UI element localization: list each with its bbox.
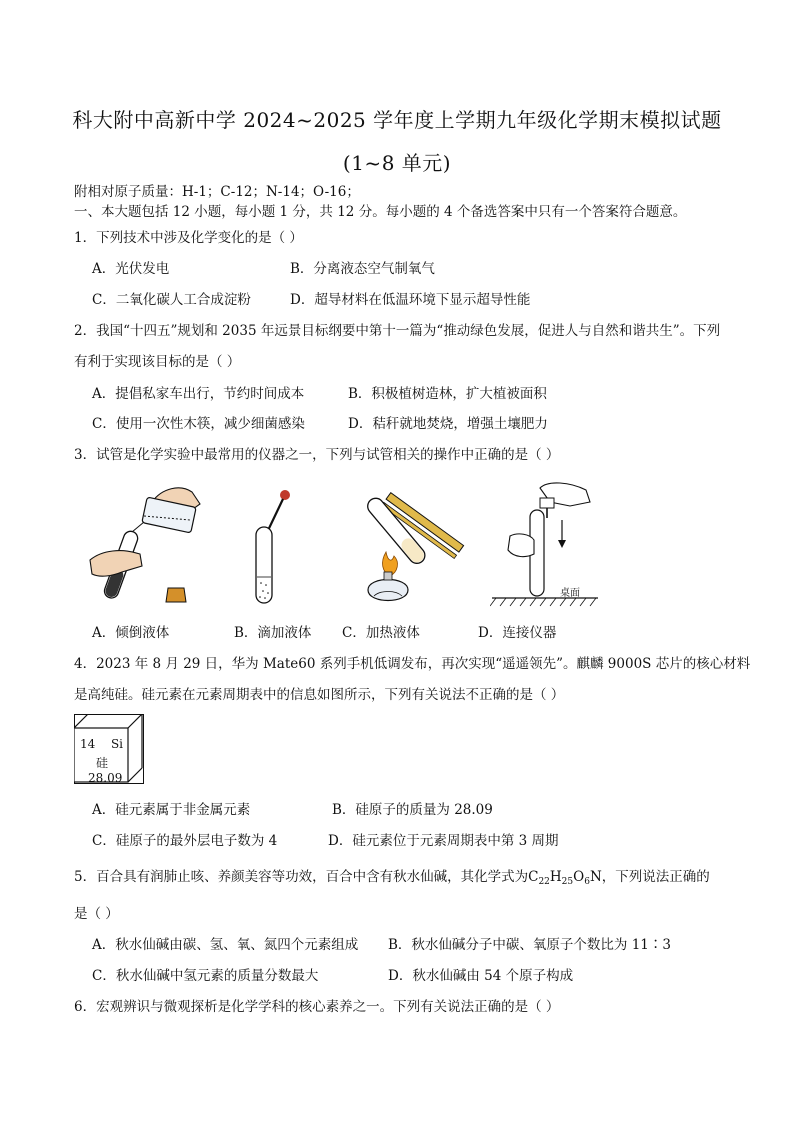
question-3-option-c: C．加热液体: [342, 625, 420, 641]
figure-dropping-liquid: [240, 485, 300, 610]
question-3-option-d: D．连接仪器: [478, 625, 557, 641]
question-1-option-d: D．超导材料在低温环境下显示超导性能: [290, 292, 531, 308]
question-3-option-a: A．倾倒液体: [92, 625, 170, 641]
question-5-option-b: B．秋水仙碱分子中碳、氧原子个数比为 11∶3: [388, 937, 671, 953]
question-4-option-b: B．硅原子的质量为 28.09: [332, 802, 493, 818]
question-5-stem-continued: 是（ ）: [74, 906, 119, 922]
chemical-formula: $C_{22}H_{25}O_6N$: [528, 869, 602, 887]
question-5-stem: 5．百合具有润肺止咳、养颜美容等功效，百合中含有秋水仙碱，其化学式为$C_{22}H_{25}O_6N$，下列说法正确的: [74, 869, 710, 887]
question-6-stem: 6．宏观辨识与微观探析是化学学科的核心素养之一。下列有关说法正确的是（ ）: [74, 999, 560, 1015]
question-2-option-b: B．积极植树造林，扩大植被面积: [348, 386, 547, 402]
figure-heating-liquid: [338, 480, 468, 610]
element-name: 硅: [95, 756, 108, 770]
figure-connecting-apparatus: [490, 480, 610, 610]
atomic-mass: 28.09: [88, 771, 123, 785]
section-instructions: 一、本大题包括 12 小题，每小题 1 分，共 12 分。每小题的 4 个备选答案中只有一个答案符合题意。: [74, 204, 687, 220]
question-1-option-a: A．光伏发电: [92, 261, 170, 277]
question-5-option-d: D．秋水仙碱由 54 个原子构成: [388, 968, 574, 984]
question-3-option-b: B．滴加液体: [234, 625, 312, 641]
exam-title: 科大附中高新中学 2024~2025 学年度上学期九年级化学期末模拟试题: [72, 108, 722, 132]
question-2-option-c: C．使用一次性木筷，减少细菌感染: [92, 416, 305, 432]
question-4-stem-continued: 是高纯硅。硅元素在元素周期表中的信息如图所示，下列有关说法不正确的是（ ）: [74, 687, 565, 703]
question-3-stem: 3．试管是化学实验中最常用的仪器之一，下列与试管相关的操作中正确的是（ ）: [74, 447, 560, 463]
question-1-stem: 1．下列技术中涉及化学变化的是（ ）: [74, 230, 303, 246]
question-2-stem: 2．我国“十四五”规划和 2035 年远景目标纲要中第十一篇为“推动绿色发展，促进人与自然和谐共生”。下列: [74, 323, 721, 339]
figure-pouring-liquid: [82, 480, 222, 610]
desk-label: 桌面: [560, 588, 580, 599]
question-5-option-a: A．秋水仙碱由碳、氢、氧、氮四个元素组成: [92, 937, 359, 953]
question-1-option-c: C．二氧化碳人工合成淀粉: [92, 292, 251, 308]
question-2-option-a: A．提倡私家车出行，节约时间成本: [92, 386, 305, 402]
question-4-option-d: D．硅元素位于元素周期表中第 3 周期: [328, 833, 559, 849]
question-4-stem: 4．2023 年 8 月 29 日，华为 Mate60 系列手机低调发布，再次实现“遥遥领先”。麒麟 9000S 芯片的核心材料: [74, 656, 751, 672]
atomic-number: 14: [80, 737, 96, 751]
periodic-table-cell-silicon: [74, 714, 144, 784]
question-4-option-c: C．硅原子的最外层电子数为 4: [92, 833, 278, 849]
question-1-option-b: B．分离液态空气制氧气: [290, 261, 435, 277]
question-5-option-c: C．秋水仙碱中氢元素的质量分数最大: [92, 968, 319, 984]
atomic-mass-note: 附相对原子质量：H-1；C-12；N-14；O-16；: [74, 184, 360, 200]
question-2-stem-continued: 有利于实现该目标的是（ ）: [74, 354, 241, 370]
element-symbol: Si: [110, 737, 123, 751]
question-4-option-a: A．硅元素属于非金属元素: [92, 802, 251, 818]
exam-subtitle: (1~8 单元): [342, 151, 452, 175]
question-2-option-d: D．秸秆就地焚烧，增强土壤肥力: [348, 416, 548, 432]
